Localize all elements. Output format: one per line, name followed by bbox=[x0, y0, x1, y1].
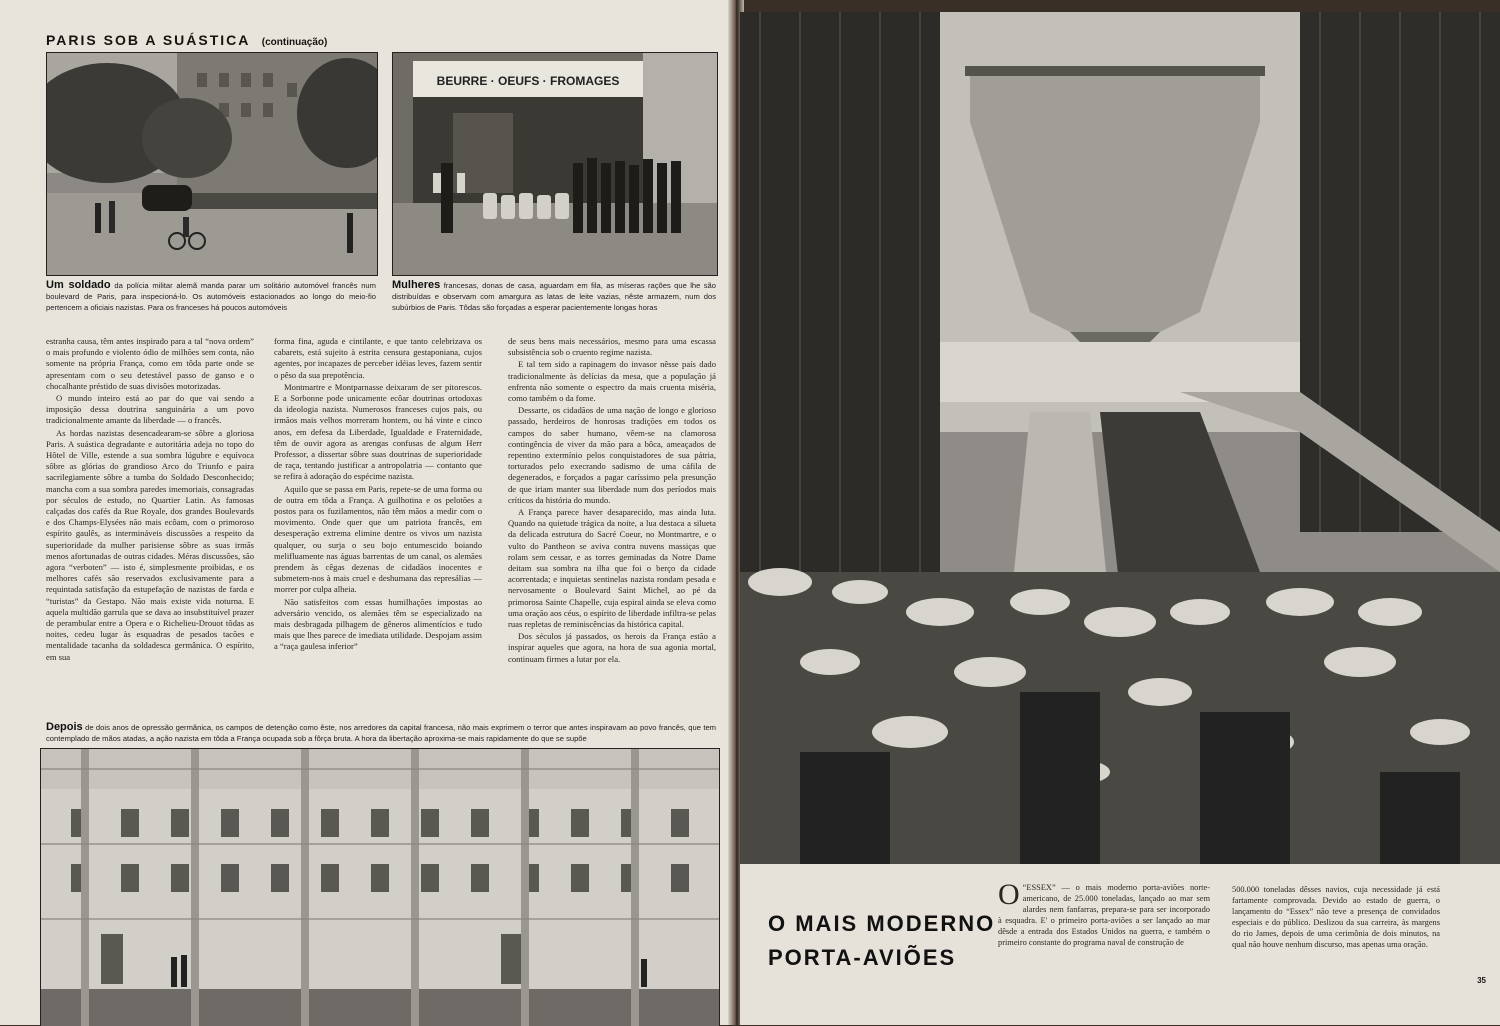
col3-paragraph: de seus bens mais necessários, mesmo para uma escassa subsistência sob o cruento regime nazista. bbox=[508, 336, 716, 358]
col3-paragraph: Dessarte, os cidadãos de uma nação de longo e glorioso passado, herdeiros de honrosas tradições em todos os campos do saber humano, vêem-se na clamorosa contingência de viver da mão para a bôca, ameaçados de repentino extermínio pelos conquistadores de sua pátria, torturados pelo execrando sadismo de uma cáfila de degenerados, e forçados a pagar caríssimo pela presunção de que iriam manter sua liberdade num dos períodos mais críticos da história do mundo. bbox=[508, 405, 716, 505]
page-number: 35 bbox=[1477, 976, 1486, 985]
carrier-column-2 bbox=[1232, 884, 1440, 950]
carrier-column-1 bbox=[998, 878, 1210, 948]
caption-camp bbox=[46, 722, 716, 745]
title-line-1: O MAIS MODERNO bbox=[768, 911, 996, 936]
col2-paragraph: Aquilo que se passa em Paris, repete-se de uma forma ou de outra em tôda a França. A guilhotina e os pelotões a postos para os fuzilamentos, não têm mãos a medir com o movimento. Onde quer que um patriota francês, em desesperação extrema elimine dentre os vivos um nazista qualquer, ou surja o seu bojo entumescido boiando melifluamente nas águas barrentas de um canal, os alemães prendem às cêgas dezenas de cidadãos inocentes e submetem-nos à mais cruel e deshumana das represálias — morrer por culpa alheia. bbox=[274, 483, 482, 595]
col2-paragraph: Não satisfeitos com essas humilhações impostas ao adversário vencido, os alemães têm se especializado na mais desbragada pilhagem de gêneros alimentícios e tudo mais que lhes parece de imediata utilidade. Despojam assim a “raça gaulesa inferior” bbox=[274, 596, 482, 652]
photo-soldier-boulevard bbox=[46, 52, 378, 276]
header-title: PARIS SOB A SUÁSTICA bbox=[46, 32, 250, 48]
carrier-column-2-text: 500.000 toneladas dêsses navios, cuja necessidade já está fartamente comprovada. Devido ao estado de guerra, o lançamento do “Essex” não teve a presença de convidados especiais e do público. Deslizou da sua carreira, às margens do rio James, depois de uma cerimônia de dois minutos, na qual não houve nenhum discurso, mas apenas uma oração. bbox=[1232, 885, 1440, 949]
right-page bbox=[740, 12, 1500, 1025]
article-title bbox=[768, 907, 996, 975]
col3-paragraph: Dos séculos já passados, os herois da França estão a inspirar aqueles que agora, na hora de sua agonia mortal, continuam firmes a lutar por ela. bbox=[508, 631, 716, 664]
title-line-2: PORTA-AVIÕES bbox=[768, 945, 957, 970]
photo-women-queue bbox=[392, 52, 718, 276]
caption-camp-lead: Depois bbox=[46, 721, 83, 733]
photo-detention-camp bbox=[40, 748, 720, 1026]
page-header bbox=[46, 32, 327, 48]
col2-paragraph: forma fina, aguda e cintilante, e que tanto celebrizava os cabarets, está sujeito à estrita censura gestaponiana, cujos agentes, por incapazes de perceber idéias leves, fazem sentir o pêso da sua prepotência. bbox=[274, 336, 482, 380]
col1-paragraph: O mundo inteiro está ao par do que vai sendo a imposição dessa doutrina sanguinária a um povo tradicionalmente amante da liberdade — o francês. bbox=[46, 393, 254, 426]
caption-women bbox=[392, 280, 716, 313]
caption-women-lead: Mulheres bbox=[392, 279, 441, 291]
caption-women-text: francesas, donas de casa, aguardam em fila, as míseras rações que lhe são distribuídas e observam com amargura as latas de leite vazias, nêste armazem, num dos subúrbios de Paris. Tôdas são forçadas a esperar pacientemente longas horas bbox=[392, 281, 716, 312]
col3-paragraph: A França parece haver desaparecido, mas ainda luta. Quando na quietude trágica da noite, a lua destaca a silueta da delicada estrutura do Sacré Coeur, no Montmartre, e o vulto do Pantheon se aviva contra nuvens massiças que rolam sem cessar, e as torres geminadas da Notre Dame deitam sua sombra na ilha que foi o berço da cidade acorrentada; e inquietas sentinelas nazista rondam pesada e nervosamente o Boulevard Saint Michel, ao pé da primorosa Sainte Chapelle, cuja espiral ainda se eleva como uma oração aos céus, o espírito de liberdade infiltra-se pelas ruas repletas de reminiscências da histórica capital. bbox=[508, 507, 716, 630]
header-continuation: (continuação) bbox=[261, 37, 328, 48]
dropcap: O bbox=[998, 878, 1020, 911]
col2-paragraph: Montmartre e Montparnasse deixaram de ser pitorescos. E a Sorbonne pode unicamente ecôar doutrinas ortodoxas da ideologia nazista. Numerosos franceses cujos pais, ou irmãos mais velhos morreram hontem, ou há vinte e cinco anos, em defesa da Liberdade, Igualdade e Fraternidade, têm de ouvir agora as arengas confusas de algum Herr Professor, a dissertar sôbre suas doutrinas de superioridade de raça, tentando justificar a antropolatria — contanto que se refira à adoração do espécime nazista. bbox=[274, 381, 482, 482]
caption-camp-text: de dois anos de opressão germânica, os campos de detenção como êste, nos arredores da capital francesa, não mais exprimem o terror que antes inspiravam ao povo francês, que tem contemplado de mãos atadas, a ação nazista em tôda a França ocupada sob a fôrça bruta. A hora da libertação aproxima-se mais rapidamente do que se supõe bbox=[46, 723, 716, 743]
caption-soldier-text: da polícia militar alemã manda parar um solitário automóvel francês num boulevard de Paris, para inspecioná-lo. Os automóveis estacionados ao longo do meio-fio pertencem a oficiais nazistas. Para os franceses há poucos automóveis bbox=[46, 281, 376, 312]
caption-soldier bbox=[46, 280, 376, 313]
photo-aircraft-carrier-launch bbox=[740, 12, 1500, 864]
article-column-3 bbox=[508, 336, 716, 716]
col1-paragraph: As hordas nazistas desencadearam-se sôbre a gloriosa Paris. A suástica degradante e autoritária adeja no topo do Hôtel de Ville, estende a sua sombra lúgubre e equívoca sôbre as glórias do grandioso Arco do Triunfo e paira sacrilegiamente sôbre a tumba do Soldado Desconhecido; mancha com a sua sombra paredes imemoriais, consagradas por séculos de estudo, no Quartier Latin. As famosas calçadas dos cafés da Rue Royale, dos grandes Boulevards e dos Champs-Elysées não mais ecôam, com o primoroso espírito gaulês, as intermináveis discussões a respeito da superioridade da mulher parisiense sôbre as suas irmãs menos afortunadas de outras cidades. Méras discussões, são agora “verboten” — isto é, simplesmente proibidas, e os melhores cafés são reservados exclusivamente para a requintada satisfação da estupefação de nazistas de farda e “turistas” da Gestapo. Não mais existe vida noturna. E aquela multidão garrula que se dava ao insubstituível prazer de perambular entre a Opera e o Richelieu-Drouot tôdas as noites, cedeu lugar às esquadras de pesados tacões e mentalidade tacanha da soldadesca germânica. O espírito, em sua bbox=[46, 427, 254, 662]
col1-paragraph: estranha causa, têm antes inspirado para a tal “nova ordem” o mais profundo e violento ódio de milhões sem conta, não somente na própria França, como em tôda parte onde se apresentam com o seu detestável passo de ganso e o chocalhante préstido de suas divisões motorizadas. bbox=[46, 336, 254, 391]
carrier-column-1-text: “ESSEX” — o mais moderno porta-aviões norte-americano, de 25.000 toneladas, lançado ao mar sem alardes nem fanfarras, prepara-se para ser incorporado à esquadra. E' o primeiro porta-aviões a ser lançado ao mar dêsde a entrada dos Estados Unidos na guerra, e também o primeiro constante do programa naval de construção de bbox=[998, 883, 1210, 947]
shop-sign: BEURRE · OEUFS · FROMAGES bbox=[436, 74, 620, 88]
col3-paragraph: E tal tem sido a rapinagem do invasor nêsse país dado tradicionalmente às delícias da mesa, que a população já enfrenta não somente o espectro da mais cruenta miséria, como também o da fome. bbox=[508, 359, 716, 404]
article-column-1 bbox=[46, 336, 254, 716]
caption-soldier-lead: Um soldado bbox=[46, 279, 111, 291]
article-column-2 bbox=[274, 336, 482, 716]
left-page bbox=[0, 0, 736, 1025]
